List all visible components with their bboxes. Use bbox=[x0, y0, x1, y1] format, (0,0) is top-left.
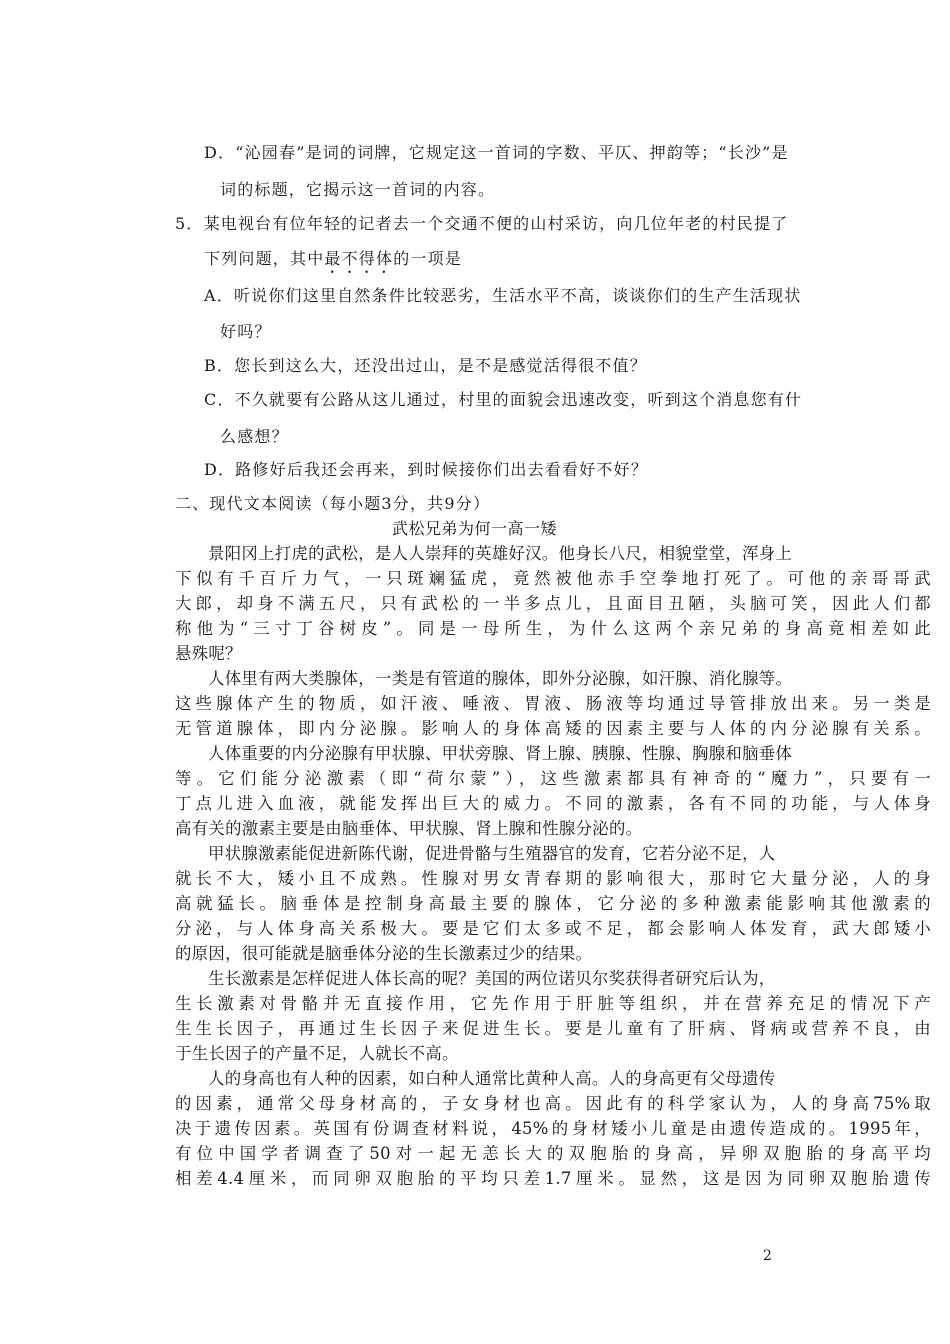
article-line: 人体重要的内分泌腺有甲状腺、甲状旁腺、肾上腺、胰腺、性腺、胸腺和脑垂体 bbox=[208, 744, 793, 763]
q5-stem-post: 的一项是 bbox=[393, 249, 463, 268]
article-line: 的原因，很可能就是脑垂体分泌的生长激素过少的结果。 bbox=[175, 944, 593, 963]
article-line: 无管道腺体，即内分泌腺。影响人的身体高矮的因素主要与人体的内分泌腺有关系。 bbox=[175, 719, 931, 738]
q5-option-a-line1: A．听说你们这里自然条件比较恶劣，生活水平不高，谈谈你们的生产生活现状 bbox=[204, 286, 802, 305]
article-line: 等。它们能分泌激素（即“荷尔蒙”），这些激素都具有神奇的“魔力”，只要有一 bbox=[175, 769, 931, 788]
section-heading: 二、现代文本阅读（每小题3分，共9分） bbox=[175, 494, 491, 513]
q4-option-d-line2: 词的标题，它揭示这一首词的内容。 bbox=[220, 180, 496, 199]
article-line: 下似有千百斤力气，一只斑斓猛虎，竟然被他赤手空拳地打死了。可他的亲哥哥武 bbox=[175, 569, 931, 588]
article-line: 人的身高也有人种的因素，如白种人通常比黄种人高。人的身高更有父母遗传 bbox=[208, 1069, 776, 1088]
article-title: 武松兄弟为何一高一矮 bbox=[392, 519, 558, 538]
article-line: 于生长因子的产量不足，人就长不高。 bbox=[175, 1044, 459, 1063]
page-number: 2 bbox=[763, 1248, 772, 1264]
article-line: 生长激素是怎样促进人体长高的呢？美国的两位诺贝尔奖获得者研究后认为， bbox=[208, 969, 776, 988]
q4-option-d-line1: D．“沁园春”是词的词牌，它规定这一首词的字数、平仄、押韵等；“长沙”是 bbox=[204, 143, 789, 162]
article-line: 有位中国学者调查了50对一起无恙长大的双胞胎的身高，异卵双胞胎的身高平均 bbox=[175, 1144, 931, 1163]
article-line: 甲状腺激素能促进新陈代谢，促进骨骼与生殖器官的发育，它若分泌不足，人 bbox=[208, 844, 776, 863]
article-line: 丁点儿进入血液，就能发挥出巨大的威力。不同的激素，各有不同的功能，与人体身 bbox=[175, 794, 931, 813]
article-line: 决于遗传因素。英国有份调查材料说，45%的身材矮小儿童是由遗传造成的。1995年， bbox=[175, 1119, 931, 1138]
q5-stem-line1: 5．某电视台有位年轻的记者去一个交通不便的山村采访，向几位年老的村民提了 bbox=[175, 214, 789, 233]
article-line: 悬殊呢？ bbox=[175, 644, 242, 663]
q5-stem-pre: 下列问题，其中 bbox=[204, 249, 325, 268]
article-line: 的因素，通常父母身材高的，子女身材也高。因此有的科学家认为，人的身高75%取 bbox=[175, 1094, 931, 1113]
q5-stem-line2 bbox=[204, 249, 462, 277]
q5-option-c-line2: 么感想？ bbox=[220, 427, 289, 446]
article-line: 大郎，却身不满五尺，只有武松的一半多点儿，且面目丑陋，头脑可笑，因此人们都 bbox=[175, 594, 931, 613]
q5-option-b: B．您长到这么大，还没出过山，是不是感觉活得很不值？ bbox=[204, 356, 647, 375]
article-line: 景阳冈上打虎的武松，是人人崇拜的英雄好汉。他身长八尺，相貌堂堂，浑身上 bbox=[208, 544, 793, 563]
article-line: 相差4.4厘米，而同卵双胞胎的平均只差1.7厘米。显然，这是因为同卵双胞胎遗传 bbox=[175, 1169, 931, 1188]
article-line: 分泌，与人体身高关系极大。要是它们太多或不足，都会影响人体发育，武大郎矮小 bbox=[175, 919, 931, 938]
article-line: 生长激素对骨骼并无直接作用，它先作用于肝脏等组织，并在营养充足的情况下产 bbox=[175, 994, 931, 1013]
article-line: 生生长因子，再通过生长因子来促进生长。要是儿童有了肝病、肾病或营养不良，由 bbox=[175, 1019, 931, 1038]
article-line: 就长不大，矮小且不成熟。性腺对男女青春期的影响很大，那时它大量分泌，人的身 bbox=[175, 869, 931, 888]
q5-option-c-line1: C．不久就要有公路从这儿通过，村里的面貌会迅速改变，听到这个消息您有什 bbox=[204, 390, 803, 409]
article-line: 人体里有两大类腺体，一类是有管道的腺体，即外分泌腺，如汗腺、消化腺等。 bbox=[208, 669, 793, 688]
q5-option-a-line2: 好吗？ bbox=[220, 322, 272, 341]
article-line: 高有关的激素主要是由脑垂体、甲状腺、肾上腺和性腺分泌的。 bbox=[175, 819, 643, 838]
article-line: 高就猛长。脑垂体是控制身高最主要的腺体，它分泌的多种激素能影响其他激素的 bbox=[175, 894, 931, 913]
q5-stem-emphasis: 最不得体 bbox=[324, 249, 394, 268]
article-line: 这些腺体产生的物质，如汗液、唾液、胃液、肠液等均通过导管排放出来。另一类是 bbox=[175, 694, 931, 713]
q5-option-d: D．路修好后我还会再来，到时候接你们出去看看好不好？ bbox=[204, 460, 649, 479]
article-line: 称他为“三寸丁谷树皮”。同是一母所生，为什么这两个亲兄弟的身高竟相差如此 bbox=[175, 619, 931, 638]
